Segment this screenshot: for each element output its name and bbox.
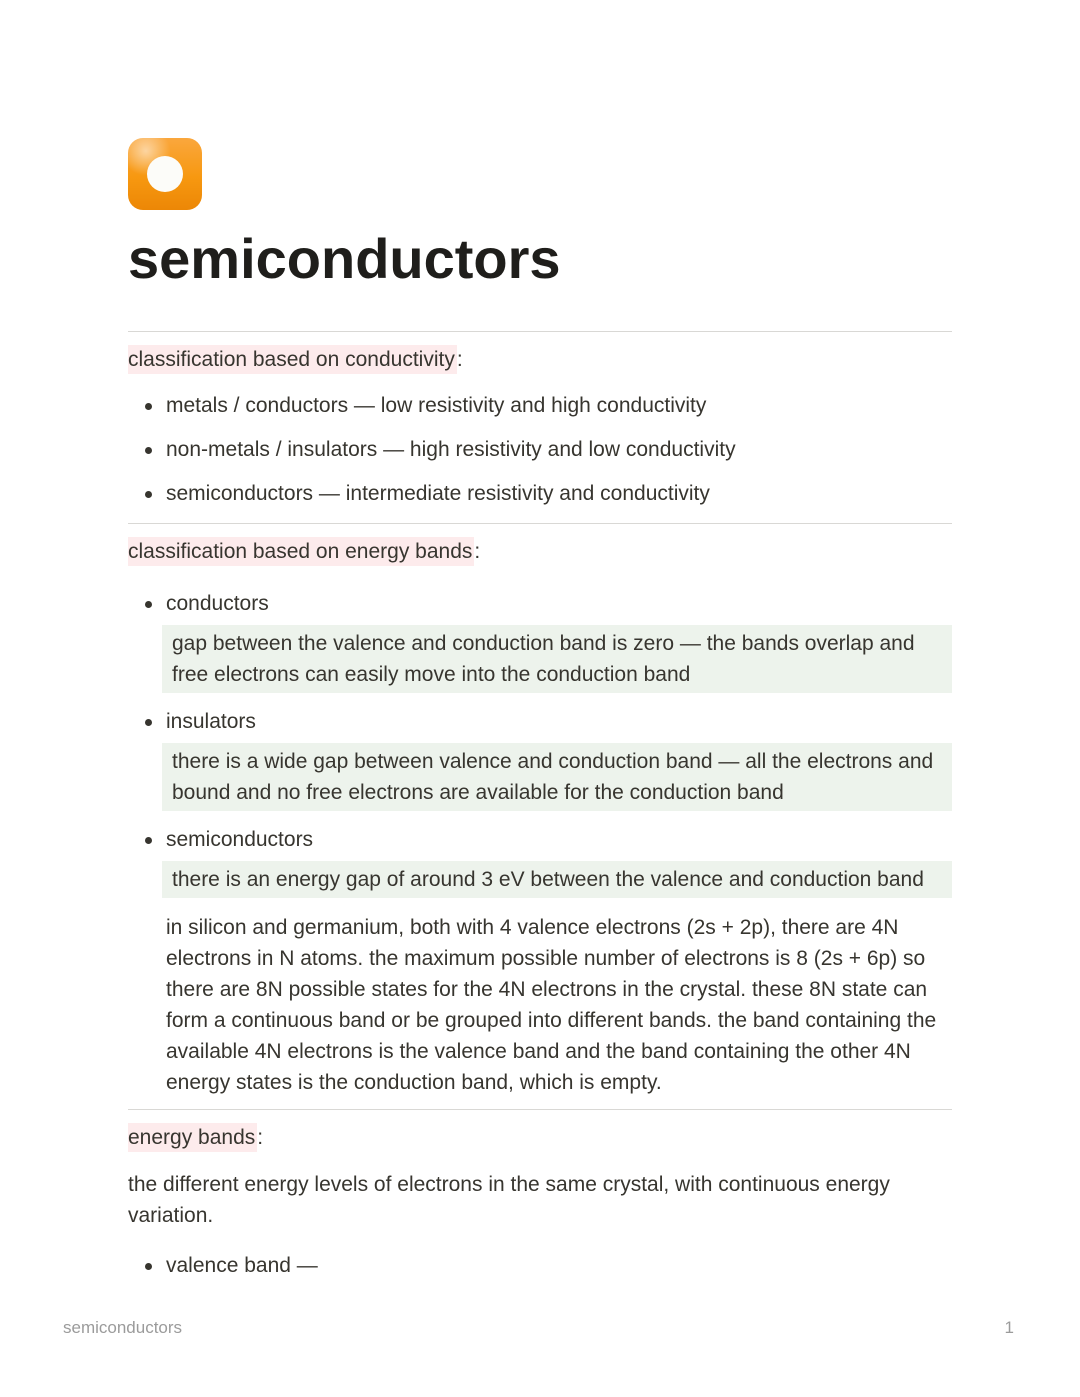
highlighted-heading-text: classification based on conductivity — [128, 345, 457, 374]
conductivity-list — [128, 391, 952, 509]
section-heading-conductivity — [128, 345, 952, 375]
list-item — [128, 589, 952, 693]
section-heading-energy-bands — [128, 1123, 952, 1153]
green-highlight-note: there is an energy gap of around 3 eV between the valence and conduction band — [162, 861, 952, 898]
divider — [128, 1109, 952, 1110]
heading-colon: : — [474, 540, 481, 563]
list-item-text: insulators — [166, 710, 256, 733]
energy-band-list — [128, 589, 952, 1098]
white-circle-icon — [147, 156, 183, 192]
green-highlight-note: gap between the valence and conduction band is zero — the bands overlap and free electrons can easily move into the conduction band — [162, 625, 952, 693]
body-paragraph: the different energy levels of electrons in the same crystal, with continuous energy variation. — [128, 1173, 890, 1227]
list-item-text: conductors — [166, 592, 269, 615]
list-item-text: semiconductors — intermediate resistivity and conductivity — [166, 482, 710, 505]
page-title: semiconductors — [128, 227, 561, 290]
list-item — [128, 1251, 952, 1281]
list-item-text: valence band — — [166, 1254, 318, 1277]
list-item — [128, 825, 952, 1098]
highlighted-heading-text: classification based on energy bands — [128, 537, 474, 566]
list-item-text: metals / conductors — low resistivity and high conductivity — [166, 394, 707, 417]
heading-colon: : — [456, 348, 463, 371]
section-heading-energy-band-classification — [128, 537, 952, 567]
heading-colon: : — [257, 1126, 264, 1149]
divider — [128, 523, 952, 524]
body-paragraph: in silicon and germanium, both with 4 valence electrons (2s + 2p), there are 4N electrons in N atoms. the maximum possible number of electrons is 8 (2s + 6p) so there are 8N possible states for the 4N electrons in the crystal. these 8N state can form a continuous band or be grouped into different bands. the band containing the available 4N electrons is the valence band and the band containing the other 4N energy states is the conduction band, which is empty. — [166, 916, 937, 1094]
list-item — [128, 707, 952, 811]
footer-page-number: 1 — [1004, 1318, 1014, 1337]
document-content — [128, 0, 952, 1281]
list-item — [128, 391, 952, 421]
footer-document-title: semiconductors — [63, 1318, 183, 1337]
list-item — [128, 435, 952, 465]
list-item-text: semiconductors — [166, 828, 314, 851]
energy-bands-sublist — [128, 1251, 952, 1281]
page-icon-orange-square-icon — [128, 138, 202, 210]
list-item — [128, 479, 952, 509]
green-highlight-note: there is a wide gap between valence and conduction band — all the electrons and bound and no free electrons are available for the conduction band — [162, 743, 952, 811]
highlighted-heading-text: energy bands — [128, 1123, 257, 1152]
list-item-text: non-metals / insulators — high resistivity and low conductivity — [166, 438, 736, 461]
divider — [128, 331, 952, 332]
